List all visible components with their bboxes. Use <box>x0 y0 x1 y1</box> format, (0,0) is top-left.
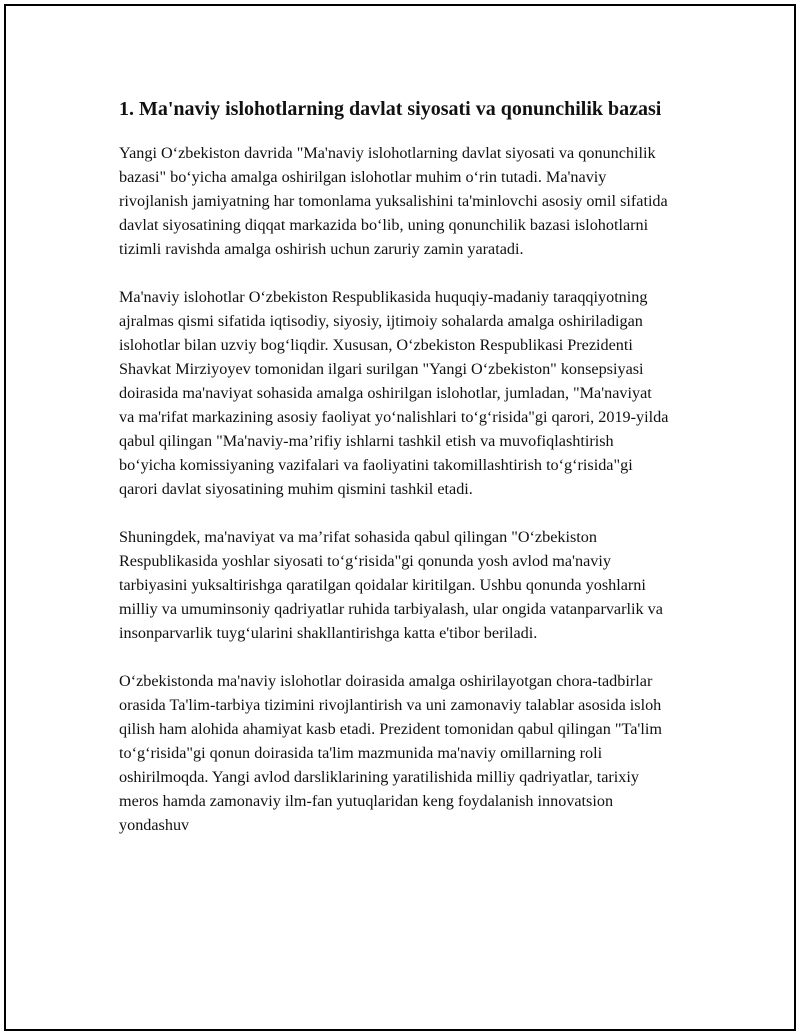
section-title: 1. Ma'naviy islohotlarning davlat siyosati va qonunchilik bazasi <box>119 98 662 120</box>
paragraph-3: Shuningdek, ma'naviyat va ma’rifat sohasida qabul qilingan "O‘zbekiston Respublikasida yoshlar siyosati to‘g‘risida"gi qonunda yosh avlod ma'naviy tarbiyasini yuksaltirishga qaratilgan qoidalar kiritilgan. Ushbu qonunda yoshlarni milliy va umuminsoniy qadriyatlar ruhida tarbiyalash, ular ongida vatanparvarlik va insonparvarlik tuyg‘ularini shakllantirishga katta e'tibor beriladi. <box>119 528 663 642</box>
document-content <box>119 96 669 837</box>
paragraph-2: Ma'naviy islohotlar O‘zbekiston Respublikasida huquqiy-madaniy taraqqiyotning ajralmas qismi sifatida iqtisodiy, siyosiy, ijtimoiy sohalarda amalga oshiriladigan islohotlar bilan uzviy bog‘liqdir. Xususan, O‘zbekiston Respublikasi Prezidenti Shavkat Mirziyoyev tomonidan ilgari surilgan "Yangi O‘zbekiston" konsepsiyasi doirasida ma'naviyat sohasida amalga oshirilgan islohotlar, jumladan, "Ma'naviyat va ma'rifat markazining asosiy faoliyat yo‘nalishlari to‘g‘risida"gi qarori, 2019-yilda qabul qilingan "Ma'naviy-ma’rifiy ishlarni tashkil etish va muvofiqlashtirish bo‘yicha komissiyaning vazifalari va faoliyatini takomillashtirish to‘g‘risida"gi qarori davlat siyosatining muhim qismini tashkil etadi. <box>119 288 669 498</box>
paragraph-1: Yangi O‘zbekiston davrida "Ma'naviy islohotlarning davlat siyosati va qonunchilik bazasi" bo‘yicha amalga oshirilgan islohotlar muhim o‘rin tutadi. Ma'naviy rivojlanish jamiyatning har tomonlama yuksalishini ta'minlovchi asosiy omil sifatida davlat siyosatining diqqat markazida bo‘lib, uning qonunchilik bazasi islohotlarni tizimli ravishda amalga oshirish uchun zaruriy zamin yaratadi. <box>119 144 668 258</box>
paragraph-4: O‘zbekistonda ma'naviy islohotlar doirasida amalga oshirilayotgan chora-tadbirlar orasida Ta'lim-tarbiya tizimini rivojlantirish va uni zamonaviy talablar asosida isloh qilish ham alohida ahamiyat kasb etadi. Prezident tomonidan qabul qilingan "Ta'lim to‘g‘risida"gi qonun doirasida ta'lim mazmunida ma'naviy omillarning roli oshirilmoqda. Yangi avlod darsliklarining yaratilishida milliy qadriyatlar, tarixiy meros hamda zamonaviy ilm-fan yutuqlaridan keng foydalanish innovatsion yondashuv <box>119 672 662 834</box>
document-page <box>4 4 796 1031</box>
